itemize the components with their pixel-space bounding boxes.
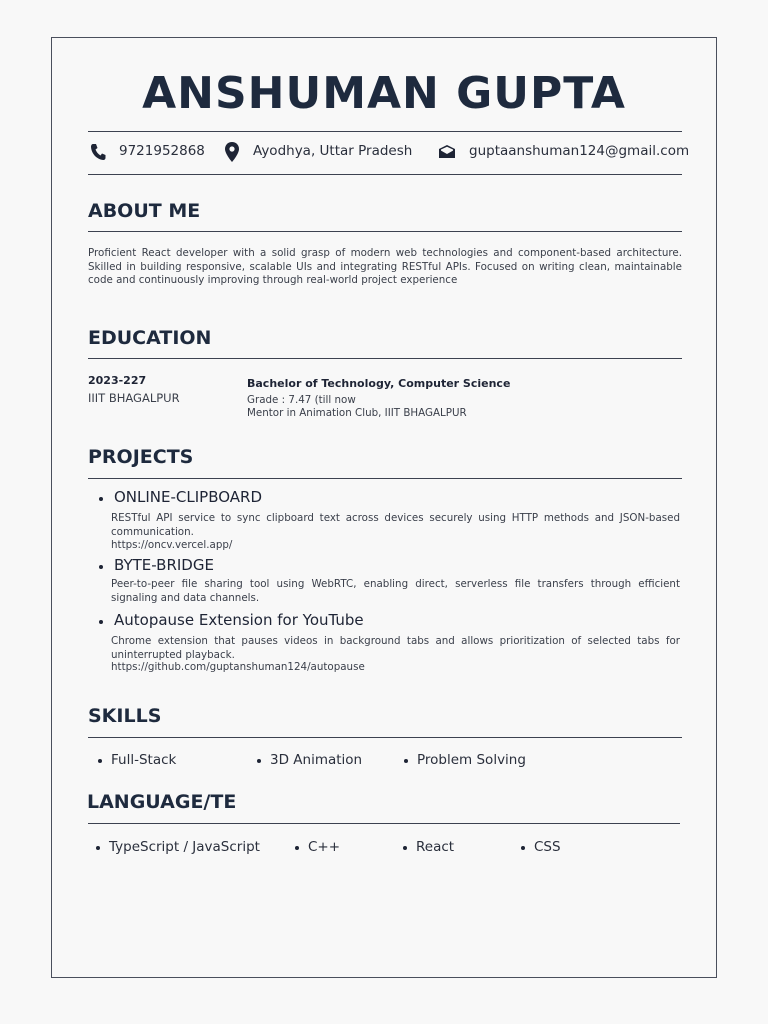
language-item: React <box>416 839 455 855</box>
divider <box>88 174 682 175</box>
divider <box>88 131 682 132</box>
languages-heading: LANGUAGE/TE <box>87 791 237 813</box>
envelope-icon <box>438 144 456 163</box>
location-pin-icon <box>224 141 240 167</box>
education-heading: EDUCATION <box>88 327 212 349</box>
project-title: Autopause Extension for YouTube <box>114 611 364 629</box>
project-link[interactable]: https://github.com/guptanshuman124/autopause <box>111 661 365 673</box>
project-title: BYTE-BRIDGE <box>114 556 214 574</box>
project-description: Chrome extension that pauses videos in background tabs and allows prioritization of selected tabs for uninterrupted playback. <box>111 635 680 661</box>
bullet <box>257 759 261 763</box>
skill-item: Problem Solving <box>417 752 526 768</box>
education-institute: IIIT BHAGALPUR <box>88 391 180 405</box>
resume-name: ANSHUMAN GUPTA <box>142 68 626 119</box>
language-item: TypeScript / JavaScript <box>109 839 260 855</box>
bullet <box>99 497 103 501</box>
education-extra: Mentor in Animation Club, IIIT BHAGALPUR <box>247 407 467 419</box>
location-text: Ayodhya, Uttar Pradesh <box>253 143 413 159</box>
education-degree: Bachelor of Technology, Computer Science <box>247 377 511 390</box>
bullet <box>403 846 407 850</box>
divider <box>88 358 682 359</box>
bullet <box>295 846 299 850</box>
divider <box>88 823 680 824</box>
divider <box>88 231 682 232</box>
phone-icon <box>90 143 106 165</box>
project-description: Peer-to-peer file sharing tool using WebRTC, enabling direct, serverless file transfers through efficient signaling and data channels. <box>111 578 680 604</box>
skill-item: 3D Animation <box>270 752 363 768</box>
language-item: CSS <box>534 839 561 855</box>
bullet <box>521 846 525 850</box>
project-title: ONLINE-CLIPBOARD <box>114 488 263 506</box>
project-link[interactable]: https://oncv.vercel.app/ <box>111 539 233 551</box>
bullet <box>98 759 102 763</box>
language-item: C++ <box>308 839 341 855</box>
phone-number: 9721952868 <box>119 143 205 159</box>
skill-item: Full-Stack <box>111 752 177 768</box>
project-description: RESTful API service to sync clipboard text across devices securely using HTTP methods and JSON-based communication. <box>111 512 680 538</box>
bullet <box>404 759 408 763</box>
skills-heading: SKILLS <box>88 705 162 727</box>
email-link[interactable]: guptaanshuman124@gmail.com <box>469 143 690 159</box>
about-text: Proficient React developer with a solid grasp of modern web technologies and component-based architecture. Skilled in building responsive, scalable UIs and integrating RESTful APIs. Focused on writing clean, maintainable code and continuously improving through real-world project experience <box>88 247 682 286</box>
projects-heading: PROJECTS <box>88 446 194 468</box>
about-heading: ABOUT ME <box>88 200 201 222</box>
divider <box>88 478 682 479</box>
bullet <box>99 620 103 624</box>
education-grade: Grade : 7.47 (till now <box>247 394 356 406</box>
resume-page <box>51 37 717 978</box>
bullet <box>99 565 103 569</box>
education-years: 2023-227 <box>88 374 147 387</box>
bullet <box>96 846 100 850</box>
divider <box>88 737 682 738</box>
